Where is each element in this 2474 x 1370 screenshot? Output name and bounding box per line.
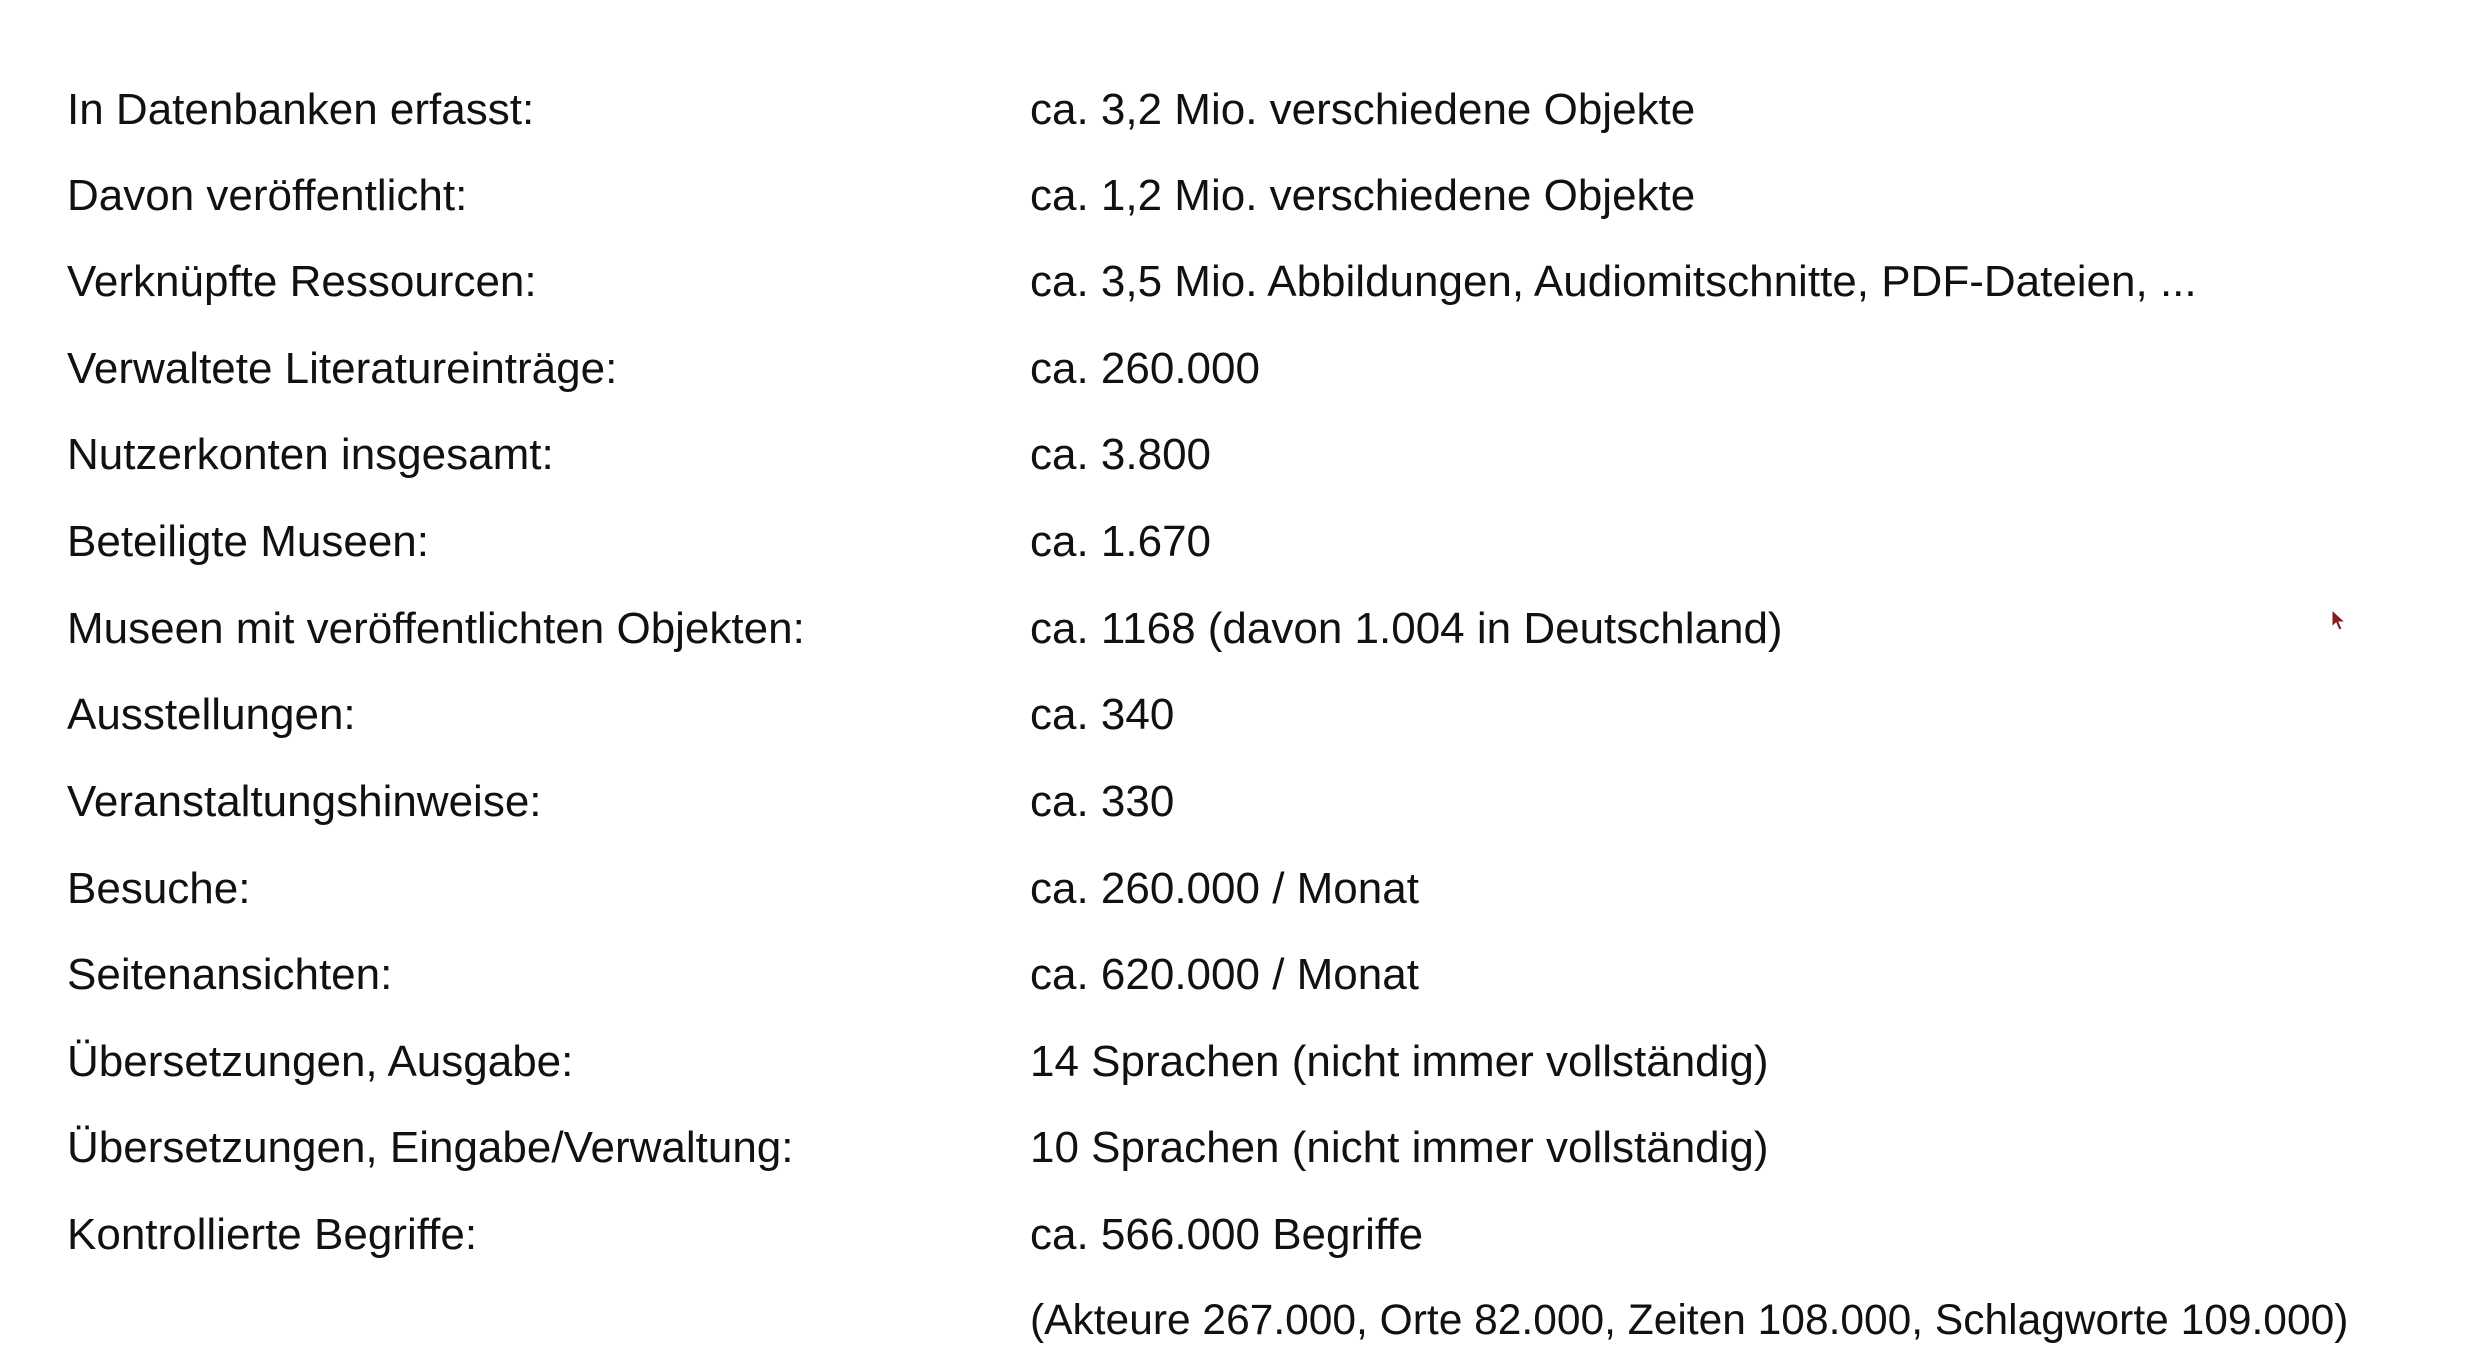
stat-value: ca. 566.000 Begriffe xyxy=(1030,1210,1424,1259)
stat-label: Davon veröffentlicht: xyxy=(67,171,468,220)
stat-label: Veranstaltungshinweise: xyxy=(67,777,542,826)
stat-row-ressourcen xyxy=(0,239,2474,325)
stat-row-museen-veroeffentlicht xyxy=(0,586,2474,672)
stat-row-datenbanken xyxy=(0,67,2474,153)
mouse-pointer-icon xyxy=(2330,608,2348,632)
stat-value: ca. 620.000 / Monat xyxy=(1030,950,1419,999)
stat-label: In Datenbanken erfasst: xyxy=(67,85,535,134)
stat-row-uebersetzungen-eingabe xyxy=(0,1105,2474,1191)
stat-label: Übersetzungen, Eingabe/Verwaltung: xyxy=(67,1123,794,1172)
stat-row-uebersetzungen-ausgabe xyxy=(0,1019,2474,1105)
stat-value: ca. 340 xyxy=(1030,690,1175,739)
stat-label: Nutzerkonten insgesamt: xyxy=(67,430,554,479)
stat-value: ca. 330 xyxy=(1030,777,1175,826)
stat-value: ca. 1.670 xyxy=(1030,517,1212,566)
stat-value: 10 Sprachen (nicht immer vollständig) xyxy=(1030,1123,1769,1172)
stat-label: Verwaltete Literatureinträge: xyxy=(67,344,618,393)
stat-row-begriffe-detail xyxy=(0,1278,2474,1364)
stat-row-seitenansichten xyxy=(0,932,2474,1018)
stat-row-veranstaltungen xyxy=(0,759,2474,845)
stat-value: ca. 1168 (davon 1.004 in Deutschland) xyxy=(1030,604,1783,653)
stat-value: (Akteure 267.000, Orte 82.000, Zeiten 108.000, Schlagworte 109.000) xyxy=(1030,1297,2349,1344)
stat-label: Kontrollierte Begriffe: xyxy=(67,1210,478,1259)
stat-row-literatur xyxy=(0,326,2474,412)
stat-row-veroeffentlicht xyxy=(0,153,2474,239)
stat-row-begriffe xyxy=(0,1192,2474,1278)
stat-value: ca. 260.000 / Monat xyxy=(1030,864,1419,913)
stat-value: ca. 3.800 xyxy=(1030,430,1212,479)
stat-value: 14 Sprachen (nicht immer vollständig) xyxy=(1030,1037,1769,1086)
stat-row-nutzerkonten xyxy=(0,412,2474,498)
stat-value: ca. 1,2 Mio. verschiedene Objekte xyxy=(1030,171,1696,220)
stat-label: Besuche: xyxy=(67,864,251,913)
stat-label: Museen mit veröffentlichten Objekten: xyxy=(67,604,805,653)
stat-label: Übersetzungen, Ausgabe: xyxy=(67,1037,574,1086)
stat-label: Verknüpfte Ressourcen: xyxy=(67,257,537,306)
stat-label: Beteiligte Museen: xyxy=(67,517,429,566)
stat-value: ca. 3,2 Mio. verschiedene Objekte xyxy=(1030,85,1696,134)
stat-label: Ausstellungen: xyxy=(67,690,356,739)
stat-value: ca. 260.000 xyxy=(1030,344,1260,393)
stat-label: Seitenansichten: xyxy=(67,950,393,999)
stat-row-besuche xyxy=(0,846,2474,932)
stat-row-ausstellungen xyxy=(0,672,2474,758)
stat-row-museen xyxy=(0,499,2474,585)
stat-value: ca. 3,5 Mio. Abbildungen, Audiomitschnitte, PDF-Dateien, ... xyxy=(1030,257,2197,306)
